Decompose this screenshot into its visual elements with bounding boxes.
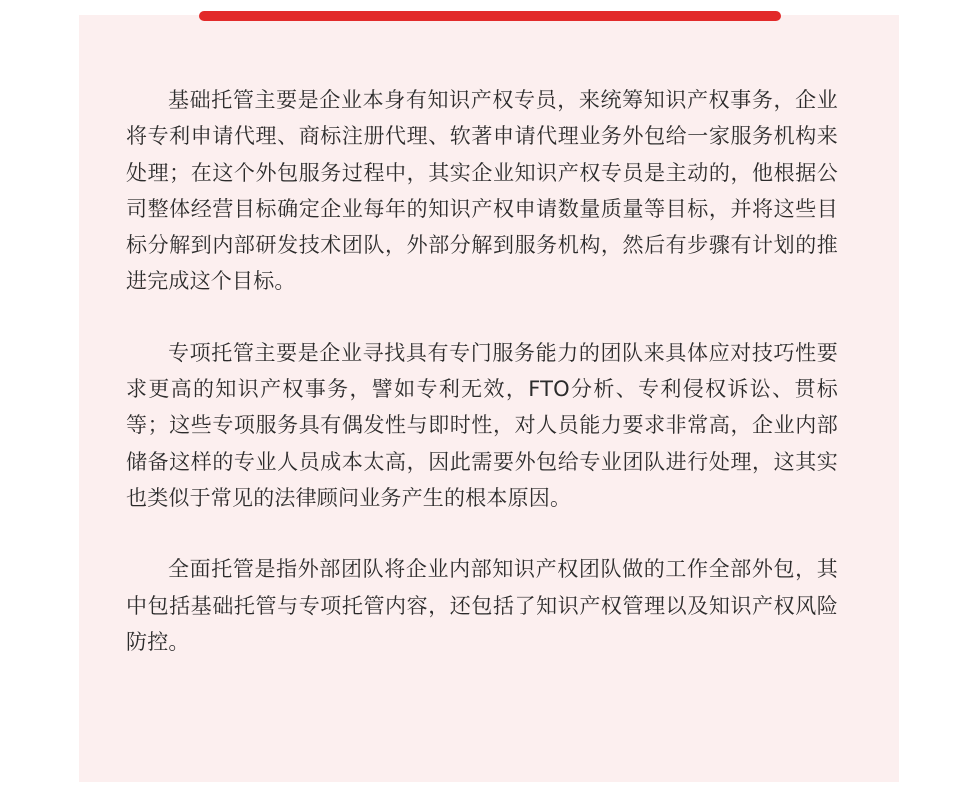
paragraph-basic-custody: 基础托管主要是企业本身有知识产权专员，来统筹知识产权事务，企业将专利申请代理、商标注册代理、软著申请代理业务外包给一家服务机构来处理；在这个外包服务过程中，其实企业知识产权专员是主动的，他根据公司整体经营目标确定企业每年的知识产权申请数量质量等目标，并将这些目标分解到内部研发技术团队，外部分解到服务机构，然后有步骤有计划的推进完成这个目标。	[126, 88, 838, 294]
accent-bar	[199, 11, 781, 21]
paragraph-special-custody: 专项托管主要是企业寻找具有专门服务能力的团队来具体应对技巧性要求更高的知识产权事务，譬如专利无效，FTO分析、专利侵权诉讼、贯标等；这些专项服务具有偶发性与即时性，对人员能力要求非常高，企业内部储备这样的专业人员成本太高，因此需要外包给专业团队进行处理，这其实也类似于常见的法律顾问业务产生的根本原因。	[126, 340, 838, 510]
article-body	[126, 82, 838, 660]
paragraph-full-custody: 全面托管是指外部团队将企业内部知识产权团队做的工作全部外包，其中包括基础托管与专项托管内容，还包括了知识产权管理以及知识产权风险防控。	[126, 557, 838, 654]
